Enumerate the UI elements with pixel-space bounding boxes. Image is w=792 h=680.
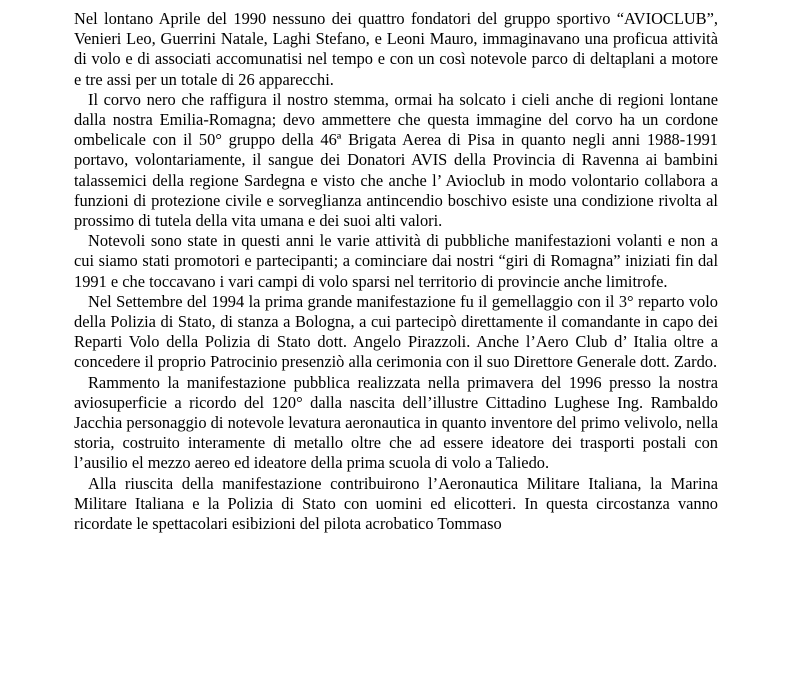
paragraph-flying-events: Notevoli sono state in questi anni le varie attività di pubbliche manifestazioni volanti e non a cui siamo stati promotori e partecipanti; a cominciare dai nostri “giri di Romagna” iniziati fin dal 1991 e che toccavano i vari campi di volo sparsi nel territorio di provincie anche limitrofe.	[74, 231, 718, 291]
document-page	[74, 9, 718, 534]
paragraph-contributors: Alla riuscita della manifestazione contribuirono l’Aeronautica Militare Italiana, la Marina Militare Italiana e la Polizia di Stato con uomini ed elicotteri. In questa circostanza vanno ricordate le spettacolari esibizioni del pilota acrobatico Tommaso	[74, 473, 718, 534]
paragraph-twinning-1994: Nel Settembre del 1994 la prima grande manifestazione fu il gemellaggio con il 3° reparto volo della Polizia di Stato, di stanza a Bologna, a cui partecipò direttamente il comandante in capo dei Reparti Volo della Polizia di Stato dott. Angelo Pirazzoli. Anche l’Aero Club d’ Italia oltre a concedere il proprio Patrocinio presenziò alla cerimonia con il suo Direttore Generale dott. Zardo.	[74, 291, 718, 372]
paragraph-crow-emblem: Il corvo nero che raffigura il nostro stemma, ormai ha solcato i cieli anche di regioni lontane dalla nostra Emilia-Romagna; devo ammettere che questa immagine del corvo ha un cordone ombelicale con il 50° gruppo della 46ª Brigata Aerea di Pisa in quanto negli anni 1988-1991 portavo, volontariamente, il sangue dei Donatori AVIS della Provincia di Ravenna ai bambini talassemici della regione Sardegna e visto che anche l’ Avioclub in modo volontario collabora a funzioni di protezione civile e sorveglianza antincendio boschivo esiste una condizione rivolta al prossimo di tutela della vita umana e dei suoi alti valori.	[74, 89, 718, 231]
paragraph-event-1996: Rammento la manifestazione pubblica realizzata nella primavera del 1996 presso la nostra aviosuperficie a ricordo del 120° dalla nascita dell’illustre Cittadino Lughese Ing. Rambaldo Jacchia personaggio di notevole levatura aeronautica in quanto inventore del primo velivolo, nella storia, costruito interamente di metallo oltre che ad essere ideatore dei trasporti postali con l’ausilio el mezzo aereo ed ideatore della prima scuola di volo a Taliedo.	[74, 372, 718, 473]
paragraph-founders: Nel lontano Aprile del 1990 nessuno dei quattro fondatori del gruppo sportivo “AVIOCLUB”, Venieri Leo, Guerrini Natale, Laghi Stefano, e Leoni Mauro, immaginavano una proficua attività di volo e di associati accomunatisi nel tempo e con un così notevole parco di deltaplani a motore e tre assi per un totale di 26 apparecchi.	[74, 9, 718, 89]
